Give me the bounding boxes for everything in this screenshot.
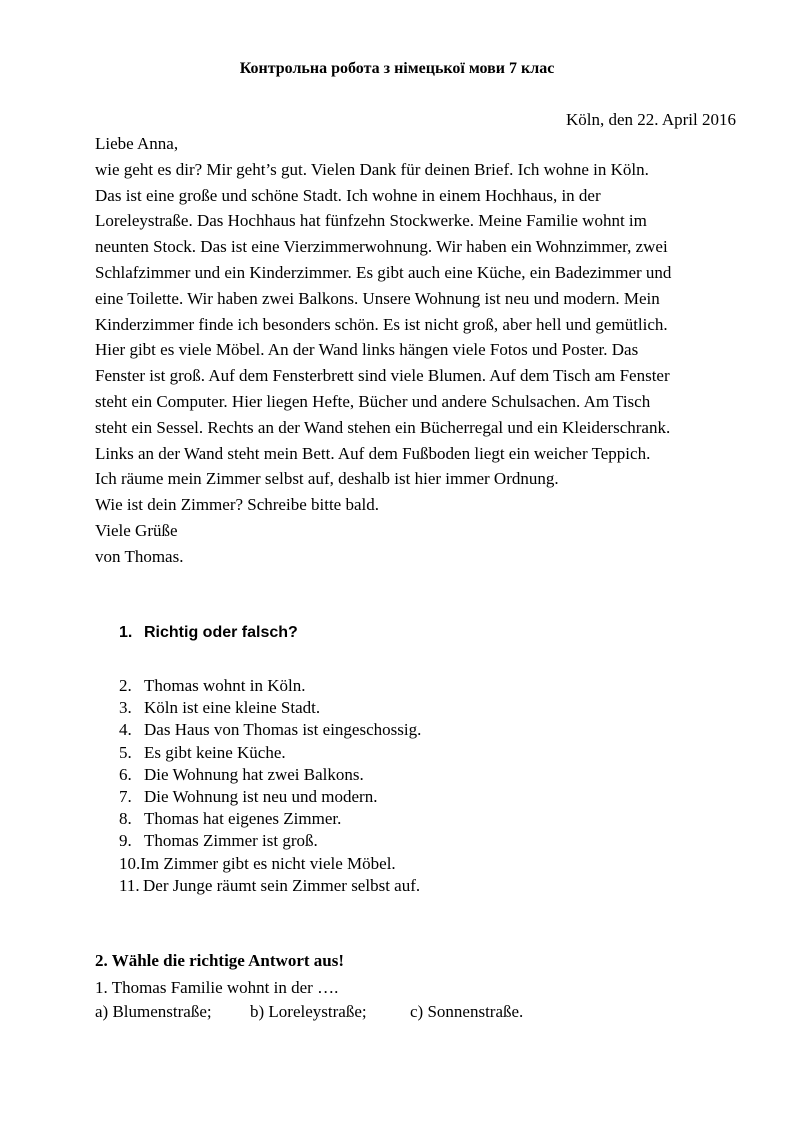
task2-heading: 2. Wähle die richtige Antwort aus! [95, 951, 345, 970]
letter-line: Kinderzimmer finde ich besonders schön. Es ist nicht groß, aber hell und gemütlich. [95, 314, 668, 334]
list-item [119, 808, 719, 830]
letter-line: wie geht es dir? Mir geht’s gut. Vielen Dank für deinen Brief. Ich wohne in Köln. [95, 159, 649, 179]
letter-line: Wie ist dein Zimmer? Schreibe bitte bald. [95, 495, 379, 515]
task2-question: 1. Thomas Familie wohnt in der …. [95, 978, 339, 997]
item-text: Der Junge räumt sein Zimmer selbst auf. [143, 875, 421, 895]
item-text: Die Wohnung ist neu und modern. [144, 786, 378, 806]
answer-option-c: c) Sonnenstraße. [410, 1002, 524, 1021]
letter-line: von Thomas. [95, 546, 184, 566]
letter-date: Köln, den 22. April 2016 [566, 110, 736, 129]
item-number: 8. [119, 809, 132, 829]
letter-line: Fenster ist groß. Auf dem Fensterbrett sind viele Blumen. Auf dem Tisch am Fenster [95, 366, 670, 386]
item-number: 6. [119, 764, 132, 784]
item-text: Im Zimmer gibt es nicht viele Möbel. [140, 853, 396, 873]
letter-line: Links an der Wand steht mein Bett. Auf dem Fußboden liegt ein weicher Teppich. [95, 443, 651, 463]
item-text: Köln ist eine kleine Stadt. [144, 698, 321, 718]
letter-line: Loreleystraße. Das Hochhaus hat fünfzehn Stockwerke. Meine Familie wohnt im [95, 211, 647, 231]
list-item [119, 764, 719, 786]
item-number: 11. [119, 875, 140, 895]
letter-line: Hier gibt es viele Möbel. An der Wand links hängen viele Fotos und Poster. Das [95, 340, 639, 360]
task1-heading-text: Richtig oder falsch? [144, 624, 298, 641]
task1-statement-list [119, 675, 719, 897]
page-title: Контрольна робота з німецької мови 7 клас [239, 60, 555, 77]
item-number: 9. [119, 831, 132, 851]
letter-body [95, 131, 745, 570]
item-text: Thomas hat eigenes Zimmer. [144, 809, 342, 829]
list-item [119, 786, 719, 808]
letter-line: steht ein Computer. Hier liegen Hefte, Bücher und andere Schulsachen. Am Tisch [95, 391, 651, 411]
list-item [119, 697, 719, 719]
item-text: Thomas wohnt in Köln. [144, 676, 306, 695]
list-item [119, 742, 719, 764]
letter-line: eine Toilette. Wir haben zwei Balkons. Unsere Wohnung ist neu und modern. Mein [95, 288, 660, 308]
answer-option-a: a) Blumenstraße; [95, 1002, 212, 1021]
letter-line: Schlafzimmer und ein Kinderzimmer. Es gibt auch eine Küche, ein Badezimmer und [95, 262, 672, 282]
item-number: 5. [119, 742, 132, 762]
answer-option-b: b) Loreleystraße; [250, 1002, 367, 1021]
item-number: 4. [119, 720, 132, 740]
task1-heading [119, 622, 298, 644]
letter-line: Viele Grüße [95, 520, 178, 540]
item-number: 2. [119, 676, 132, 695]
letter-line: steht ein Sessel. Rechts an der Wand stehen ein Bücherregal und ein Kleiderschrank. [95, 417, 671, 437]
task1-number: 1. [119, 624, 133, 641]
list-item [119, 719, 719, 741]
letter-line: Liebe Anna, [95, 134, 179, 153]
item-text: Die Wohnung hat zwei Balkons. [144, 764, 364, 784]
list-item [119, 853, 719, 875]
item-number: 7. [119, 786, 132, 806]
letter-line: neunten Stock. Das ist eine Vierzimmerwohnung. Wir haben ein Wohnzimmer, zwei [95, 237, 668, 257]
list-item [119, 875, 719, 897]
list-item [119, 675, 719, 697]
item-number: 3. [119, 698, 132, 718]
item-number: 10. [119, 853, 141, 873]
list-item [119, 830, 719, 852]
item-text: Das Haus von Thomas ist eingeschossig. [144, 720, 422, 740]
letter-line: Ich räume mein Zimmer selbst auf, deshalb ist hier immer Ordnung. [95, 469, 559, 489]
item-text: Thomas Zimmer ist groß. [144, 831, 318, 851]
item-text: Es gibt keine Küche. [144, 742, 286, 762]
letter-line: Das ist eine große und schöne Stadt. Ich wohne in einem Hochhaus, in der [95, 185, 601, 205]
